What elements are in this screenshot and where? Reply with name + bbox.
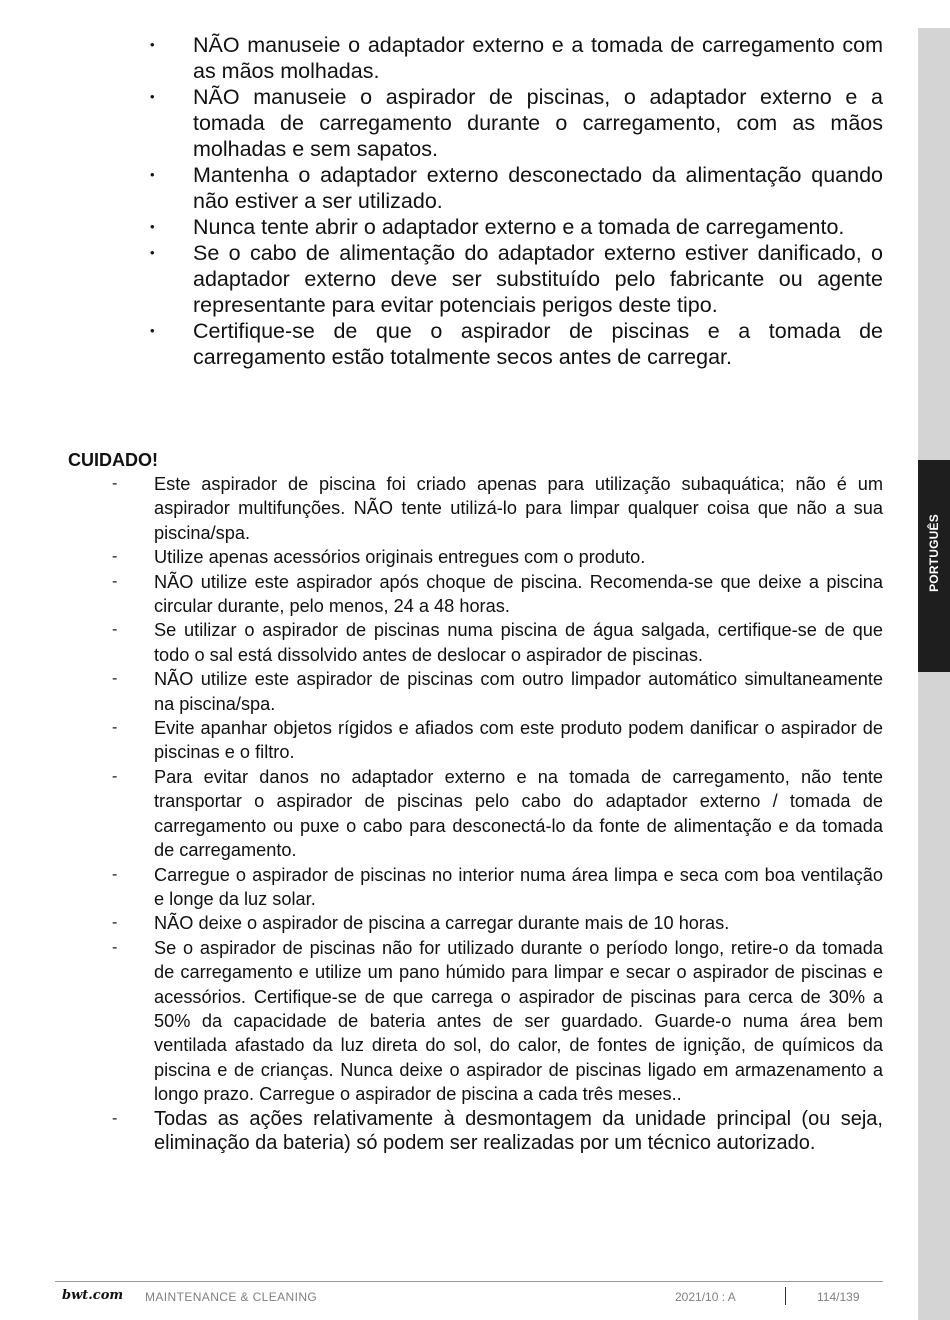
list-item: [112, 911, 883, 935]
language-tab-label: PORTUGUÊS: [927, 514, 941, 592]
list-item-text: Este aspirador de piscina foi criado apenas para utilização subaquática; não é um aspirador multifunções. NÃO tente utilizá-lo para limpar qualquer coisa que não a sua piscina/spa.: [154, 474, 883, 543]
list-item: [112, 1107, 883, 1156]
bullet-icon: •: [150, 245, 155, 260]
list-item-text: Utilize apenas acessórios originais entregues com o produto.: [154, 547, 646, 568]
list-item: [112, 863, 883, 912]
list-item: [112, 716, 883, 765]
list-item-text: Nunca tente abrir o adaptador externo e a tomada de carregamento.: [193, 215, 845, 239]
list-item-text: Se o aspirador de piscinas não for utilizado durante o período longo, retire-o da tomada de carregamento e utilize um pano húmido para limpar e secar o aspirador de piscinas e acessórios. Certifique-se de que carrega o aspirador de piscinas para cerca de 30% a 50% da capacidade de bateria antes de ser guardado. Guarde-o numa área bem ventilada afastado da luz direta do sol, do calor, de fontes de ignição, de químicos da piscina e de crianças. Nunca deixe o aspirador de piscinas ligado em armazenamento a longo prazo. Carregue o aspirador de piscina a cada três meses..: [154, 937, 883, 1105]
list-item-text: Para evitar danos no adaptador externo e na tomada de carregamento, não tente transportar o aspirador de piscinas pelo cabo do adaptador externo / tomada de carregamento ou puxe o cabo para desconectá-lo da fonte de alimentação e da tomada de carregamento.: [154, 766, 883, 861]
list-item: [150, 162, 883, 214]
dash-marker: -: [112, 548, 118, 566]
list-item-text: NÃO utilize este aspirador de piscinas com outro limpador automático simultaneamente na piscina/spa.: [154, 669, 883, 714]
footer-section-title: MAINTENANCE & CLEANING: [145, 1290, 318, 1304]
footer-logo: bwt.com: [62, 1288, 124, 1303]
bullet-icon: •: [150, 167, 155, 182]
list-item: [150, 84, 883, 162]
list-item: [150, 318, 883, 370]
list-item-text: Mantenha o adaptador externo desconectado da alimentação quando não estiver a ser utilizado.: [193, 163, 883, 213]
list-item: [112, 667, 883, 716]
list-item: [150, 240, 883, 318]
dash-marker: -: [112, 621, 118, 639]
list-item: [112, 765, 883, 863]
dash-marker: -: [112, 767, 118, 785]
caution-list: [112, 472, 883, 1156]
list-item-text: NÃO deixe o aspirador de piscina a carregar durante mais de 10 horas.: [154, 913, 730, 934]
bullet-icon: •: [150, 37, 155, 52]
list-item-text: NÃO utilize este aspirador após choque de piscina. Recomenda-se que deixe a piscina circular durante, pelo menos, 24 a 48 horas.: [154, 571, 883, 617]
caution-heading: CUIDADO!: [68, 450, 158, 470]
bullet-icon: •: [150, 323, 155, 338]
list-item: [150, 214, 883, 240]
bullet-icon: •: [150, 219, 155, 234]
dash-marker: -: [112, 670, 118, 688]
list-item-text: NÃO manuseie o aspirador de piscinas, o adaptador externo e a tomada de carregamento durante o carregamento, com as mãos molhadas e sem sapatos.: [193, 85, 883, 161]
list-item: [112, 545, 883, 569]
dash-marker: -: [112, 938, 118, 956]
dash-marker: -: [112, 719, 118, 737]
footer-divider: [55, 1281, 883, 1282]
footer-revision-date: 2021/10 : A: [675, 1290, 736, 1304]
list-item-text: Certifique-se de que o aspirador de piscinas e a tomada de carregamento estão totalmente secos antes de carregar.: [193, 319, 883, 369]
list-item: [112, 618, 883, 667]
footer-separator: [785, 1287, 786, 1305]
list-item-text: NÃO manuseie o adaptador externo e a tomada de carregamento com as mãos molhadas.: [193, 33, 883, 83]
list-item: [112, 936, 883, 1107]
list-item-text: Se utilizar o aspirador de piscinas numa piscina de água salgada, certifique-se de que todo o sal está dissolvido antes de deslocar o aspirador de piscinas.: [154, 620, 883, 665]
language-sidebar: [918, 28, 950, 1320]
dash-marker: -: [112, 1109, 118, 1127]
dash-marker: -: [112, 914, 118, 932]
list-item-text: Todas as ações relativamente à desmontagem da unidade principal (ou seja, eliminação da bateria) só podem ser realizadas por um técnico autorizado.: [154, 1107, 883, 1155]
list-item-text: Se o cabo de alimentação do adaptador externo estiver danificado, o adaptador externo deve ser substituído pelo fabricante ou agente representante para evitar potenciais perigos deste tipo.: [193, 241, 883, 317]
list-item: [150, 32, 883, 84]
list-item-text: Evite apanhar objetos rígidos e afiados com este produto podem danificar o aspirador de piscinas e o filtro.: [154, 718, 883, 763]
list-item-text: Carregue o aspirador de piscinas no interior numa área limpa e seca com boa ventilação e longe da luz solar.: [154, 864, 883, 909]
bullet-icon: •: [150, 89, 155, 104]
list-item: [112, 472, 883, 545]
dash-marker: -: [112, 475, 118, 492]
footer-page-number: 114/139: [817, 1290, 860, 1304]
warnings-list: [150, 32, 883, 370]
dash-marker: -: [112, 572, 118, 590]
dash-marker: -: [112, 865, 118, 883]
list-item: [112, 570, 883, 619]
